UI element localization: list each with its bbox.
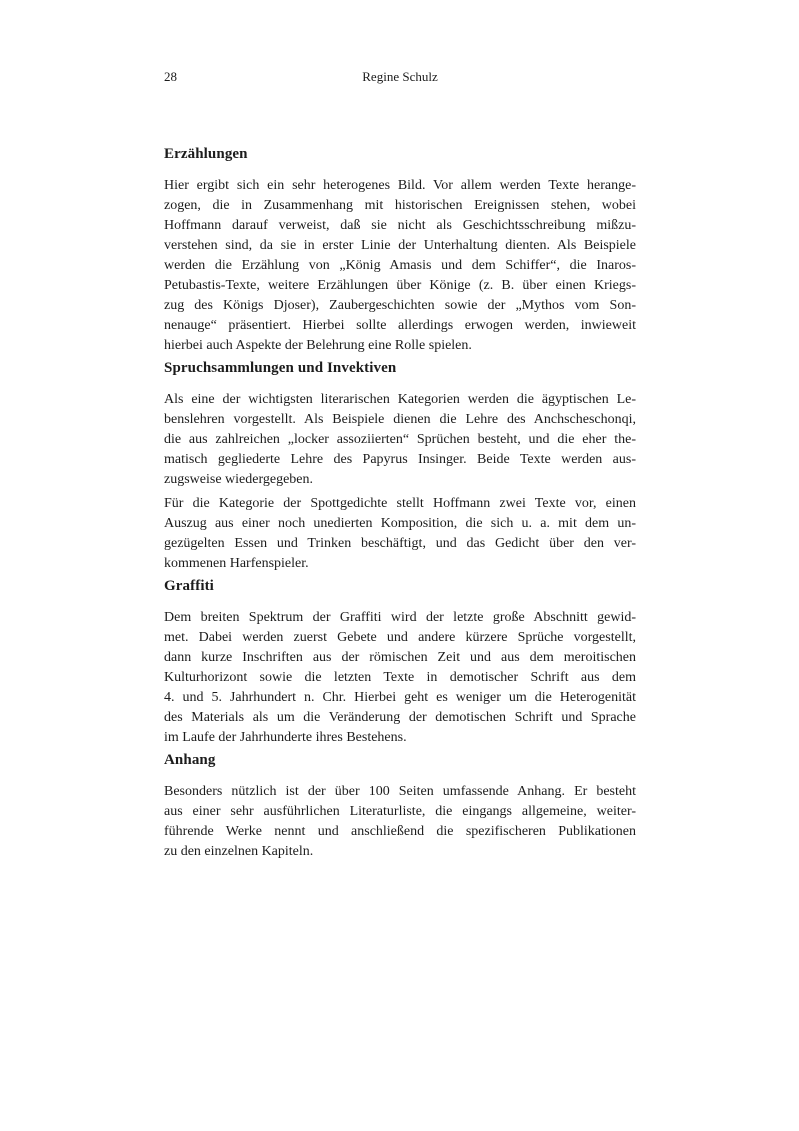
text-line: 4. und 5. Jahrhundert n. Chr. Hierbei geht es weniger um die Heterogenität [164,690,636,705]
paragraph [164,176,636,356]
text-line: Hoffmann darauf verweist, daß sie nicht als Geschichtsschreibung mißzu- [164,218,636,233]
text-line: zogen, die in Zusammenhang mit historischen Ereignissen stehen, wobei [164,198,636,213]
paragraph [164,494,636,574]
text-line: nenauge“ präsentiert. Hierbei sollte allerdings erwogen werden, inwieweit [164,318,636,333]
text-line: hierbei auch Aspekte der Belehrung eine Rolle spielen. [164,338,472,353]
text-line: kommenen Harfenspieler. [164,556,309,571]
running-title: Regine Schulz [362,69,438,84]
text-line: zug des Königs Djoser), Zaubergeschichten sowie der „Mythos vom Son- [164,298,636,313]
page-number: 28 [164,69,177,84]
text-line: des Materials als um die Veränderung der demotischen Schrift und Sprache [164,710,636,725]
paragraph [164,390,636,490]
text-line: Für die Kategorie der Spottgedichte stellt Hoffmann zwei Texte vor, einen [164,496,636,511]
text-line: Petubastis-Texte, weitere Erzählungen über Könige (z. B. über einen Kriegs- [164,278,636,293]
paragraph [164,782,636,862]
text-line: dann kurze Inschriften aus der römischen Zeit und aus dem meroitischen [164,650,636,665]
text-line: im Laufe der Jahrhunderte ihres Bestehens. [164,730,407,745]
text-line: Als eine der wichtigsten literarischen Kategorien werden die ägyptischen Le- [164,392,636,407]
paragraph [164,608,636,748]
text-line: Hier ergibt sich ein sehr heterogenes Bild. Vor allem werden Texte herange- [164,178,636,193]
text-line: werden die Erzählung von „König Amasis und dem Schiffer“, die Inaros- [164,258,636,273]
text-line: zugsweise wiedergegeben. [164,472,314,487]
page-header [164,69,636,86]
section-heading: Erzählungen [164,146,248,162]
text-line: Auszug aus einer noch unedierten Komposition, die sich u. a. mit dem un- [164,516,636,531]
text-line: benslehren vorgestellt. Als Beispiele dienen die Lehre des Anchscheschonqi, [164,412,636,427]
text-line: führende Werke nennt und anschließend die spezifischeren Publikationen [164,824,636,839]
section-heading: Spruchsammlungen und Invektiven [164,360,397,376]
text-line: Besonders nützlich ist der über 100 Seiten umfassende Anhang. Er besteht [164,784,636,799]
page-body [164,146,636,866]
text-line: Dem breiten Spektrum der Graffiti wird der letzte große Abschnitt gewid- [164,610,636,625]
text-line: zu den einzelnen Kapiteln. [164,844,314,859]
text-line: die aus zahlreichen „locker assoziierten“ Sprüchen besteht, und die eher the- [164,432,636,447]
section-heading: Graffiti [164,578,214,594]
text-line: gezügelten Essen und Trinken beschäftigt, und das Gedicht über den ver- [164,536,636,551]
section-heading: Anhang [164,752,216,768]
text-line: verstehen sind, da sie in erster Linie der Unterhaltung dienten. Als Beispiele [164,238,636,253]
text-line: aus einer sehr ausführlichen Literaturliste, die eingangs allgemeine, weiter- [164,804,636,819]
text-line: met. Dabei werden zuerst Gebete und andere kürzere Sprüche vorgestellt, [164,630,636,645]
text-line: matisch gegliederte Lehre des Papyrus Insinger. Beide Texte werden aus- [164,452,636,467]
text-line: Kulturhorizont sowie die letzten Texte in demotischer Schrift aus dem [164,670,636,685]
